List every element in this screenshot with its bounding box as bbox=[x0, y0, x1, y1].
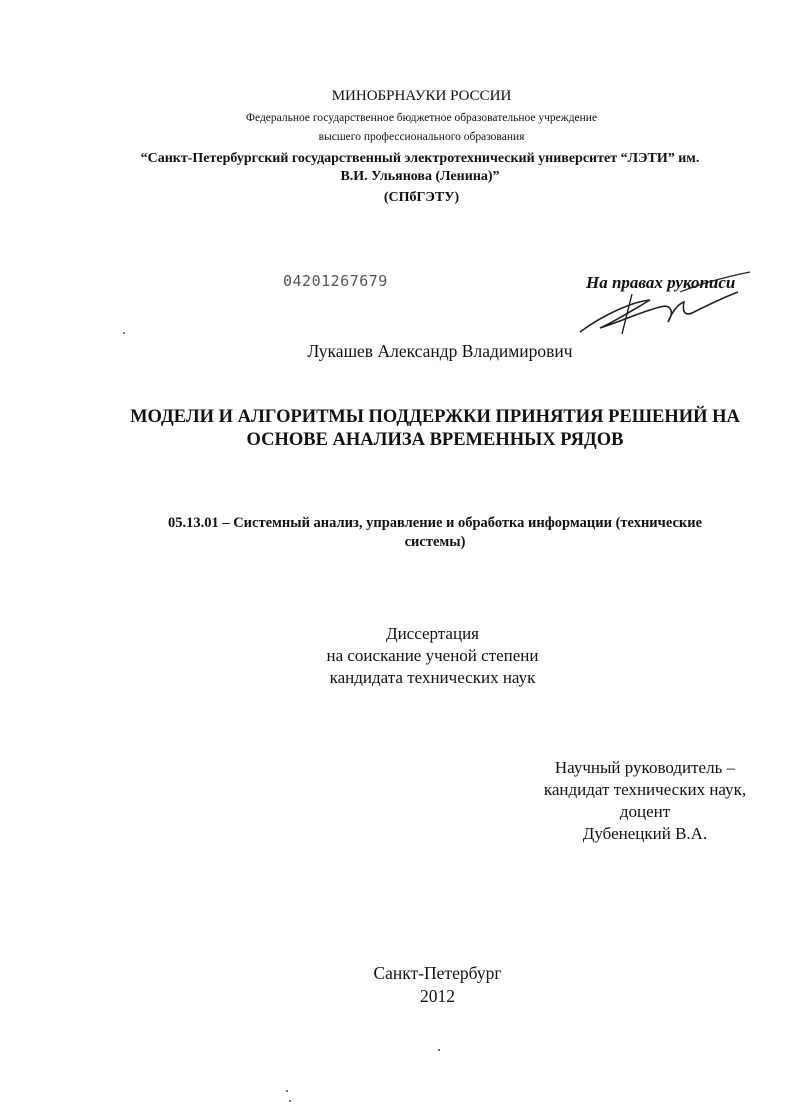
advisor-line-4: Дубенецкий В.А. bbox=[582, 824, 708, 843]
manuscript-rights-note: На правах рукописи bbox=[586, 273, 736, 292]
university-name-line-2: В.И. Ульянова (Ленина)” bbox=[340, 169, 500, 184]
scan-speck bbox=[286, 1090, 288, 1092]
scan-speck bbox=[123, 332, 125, 334]
specialty-line-1: 05.13.01 – Системный анализ, управление и обработка информации (технические bbox=[167, 515, 703, 531]
university-name-line-1: “Санкт-Петербургский государственный электротехнический университет “ЛЭТИ” им. bbox=[140, 151, 700, 166]
specialty-line-2: системы) bbox=[404, 534, 466, 550]
advisor-line-2: кандидат технических наук, bbox=[543, 780, 747, 799]
scientific-advisor bbox=[500, 757, 790, 845]
year: 2012 bbox=[420, 986, 455, 1006]
scan-speck bbox=[438, 1049, 440, 1051]
place-and-year bbox=[0, 962, 799, 1008]
scan-speck bbox=[289, 1100, 291, 1102]
city: Санкт-Петербург bbox=[373, 963, 502, 983]
degree-line-1: Диссертация bbox=[385, 624, 479, 643]
degree-line-3: кандидата технических наук bbox=[329, 668, 536, 687]
advisor-line-3: доцент bbox=[619, 802, 671, 821]
dissertation-title bbox=[100, 406, 770, 452]
advisor-line-1: Научный руководитель – bbox=[554, 758, 736, 777]
author-name: Лукашев Александр Владимирович bbox=[307, 341, 573, 361]
university-name bbox=[120, 150, 720, 186]
degree-line-2: на соискание ученой степени bbox=[326, 646, 539, 665]
dissertation-title-line-2: ОСНОВЕ АНАЛИЗА ВРЕМЕННЫХ РЯДОВ bbox=[246, 430, 624, 450]
specialty-code bbox=[120, 514, 750, 552]
signature-icon bbox=[560, 262, 760, 342]
institution-type-line-1: Федеральное государственное бюджетное образовательное учреждение bbox=[245, 112, 598, 124]
dissertation-title-line-1: МОДЕЛИ И АЛГОРИТМЫ ПОДДЕРЖКИ ПРИНЯТИЯ РЕШЕНИЙ НА bbox=[130, 407, 740, 427]
university-abbreviation: (СПбГЭТУ) bbox=[383, 190, 460, 205]
institution-type-line-2: высшего профессионального образования bbox=[318, 131, 525, 143]
ministry-heading: МИНОБРНАУКИ РОССИИ bbox=[331, 88, 512, 104]
degree-statement bbox=[0, 623, 799, 689]
library-serial-number: 04201267679 bbox=[283, 272, 388, 290]
